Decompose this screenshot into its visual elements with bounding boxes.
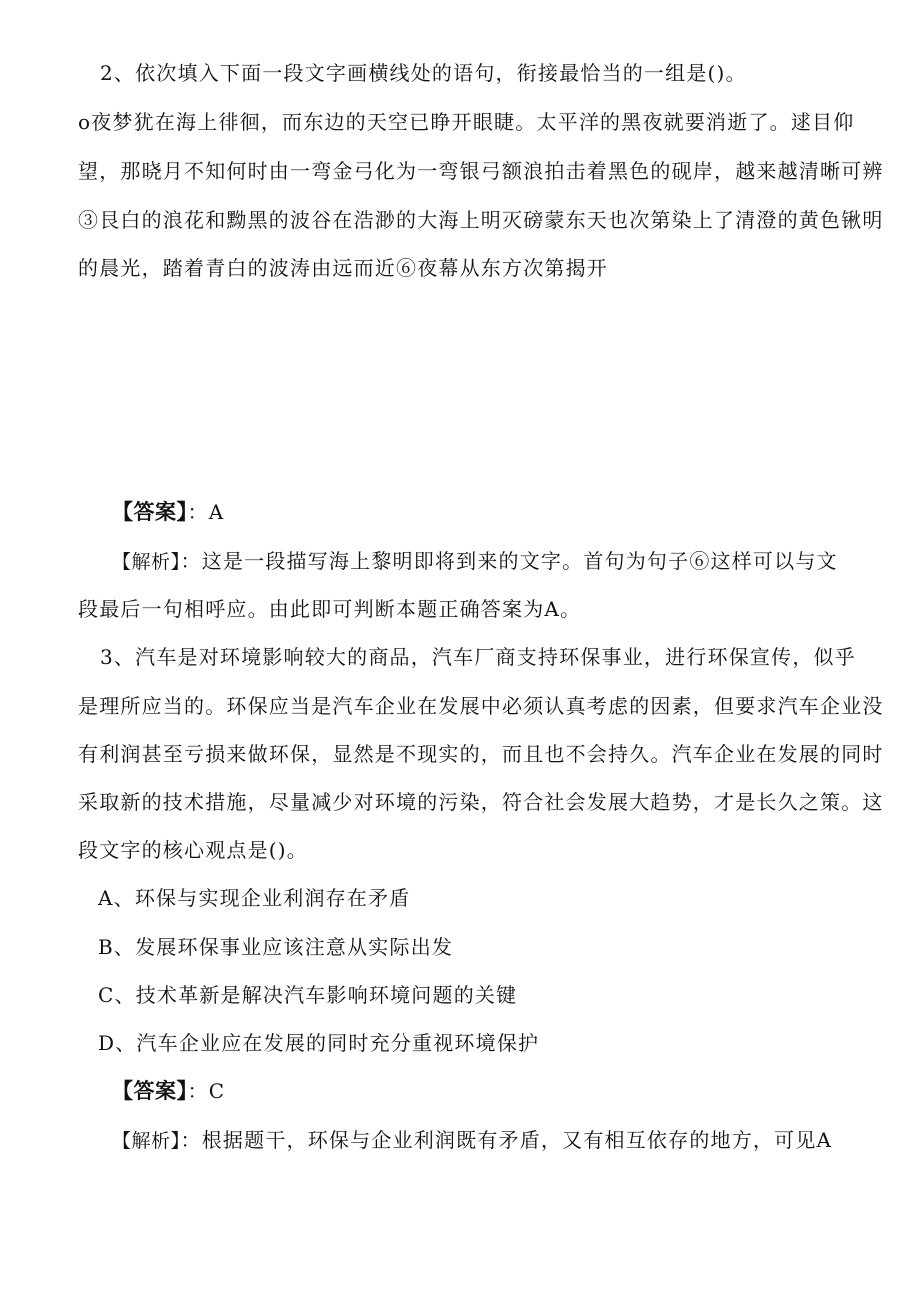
answer-value: ：C bbox=[187, 1079, 226, 1103]
question-3-stem-line-5: 段文字的核心观点是()。 bbox=[78, 838, 309, 862]
analysis-2-line-2: 段最后一句相呼应。由此即可判断本题正确答案为A。 bbox=[78, 597, 582, 621]
analysis-label: 【解析】 bbox=[112, 1130, 181, 1152]
analysis-3-line-1 bbox=[112, 1126, 912, 1155]
question-2-stem: 2、依次填入下面一段文字画横线处的语句，衔接最恰当的一组是()。 bbox=[100, 61, 747, 85]
option-c: C、技术革新是解决汽车影响环境问题的关键 bbox=[98, 983, 518, 1007]
question-3-stem-line-3: 有利润甚至亏损来做环保，显然是不现实的，而且也不会持久。汽车企业在发展的同时 bbox=[78, 742, 884, 766]
answer-2 bbox=[112, 498, 912, 526]
passage-line-2: 望，那晓月不知何时由一弯金弓化为一弯银弓额浪拍击着黑色的砚岸，越来越清晰可辨 bbox=[78, 159, 884, 183]
answer-label: 【答案】 bbox=[112, 1079, 188, 1103]
question-3-stem-line-4: 采取新的技术措施，尽量减少对环境的污染，符合社会发展大趋势，才是长久之策。这 bbox=[78, 790, 884, 814]
question-3-stem-line-1: 3、汽车是对环境影响较大的商品，汽车厂商支持环保事业，进行环保宣传，似乎 bbox=[100, 645, 856, 669]
answer-value: ：A bbox=[187, 500, 225, 524]
passage-line-4: 的晨光，踏着青白的波涛由远而近⑥夜幕从东方次第揭开 bbox=[78, 256, 608, 280]
passage-line-3: ③艮白的浪花和黝黑的波谷在浩渺的大海上明灭磅蒙东天也次第染上了清澄的黄色锹明 bbox=[78, 208, 884, 232]
analysis-2-line-1 bbox=[112, 547, 912, 576]
analysis-text: ：这是一段描写海上黎明即将到来的文字。首句为句子⑥这样可以与文 bbox=[180, 549, 838, 573]
option-a: A、环保与实现企业利润存在矛盾 bbox=[98, 886, 411, 910]
question-3-stem-line-2: 是理所应当的。环保应当是汽车企业在发展中必须认真考虑的因素，但要求汽车企业没 bbox=[78, 694, 884, 718]
answer-label: 【答案】 bbox=[112, 500, 188, 524]
answer-3 bbox=[112, 1077, 912, 1105]
option-b: B、发展环保事业应该注意从实际出发 bbox=[98, 935, 454, 959]
option-d: D、汽车企业应在发展的同时充分重视环境保护 bbox=[98, 1031, 540, 1055]
passage-line-1: o夜梦犹在海上徘徊，而东边的天空已睁开眼睫。太平洋的黑夜就要消逝了。逑目仰 bbox=[78, 110, 855, 134]
analysis-label: 【解析】 bbox=[112, 551, 181, 573]
analysis-text: ：根据题干，环保与企业利润既有矛盾，又有相互依存的地方，可见A bbox=[180, 1128, 833, 1152]
